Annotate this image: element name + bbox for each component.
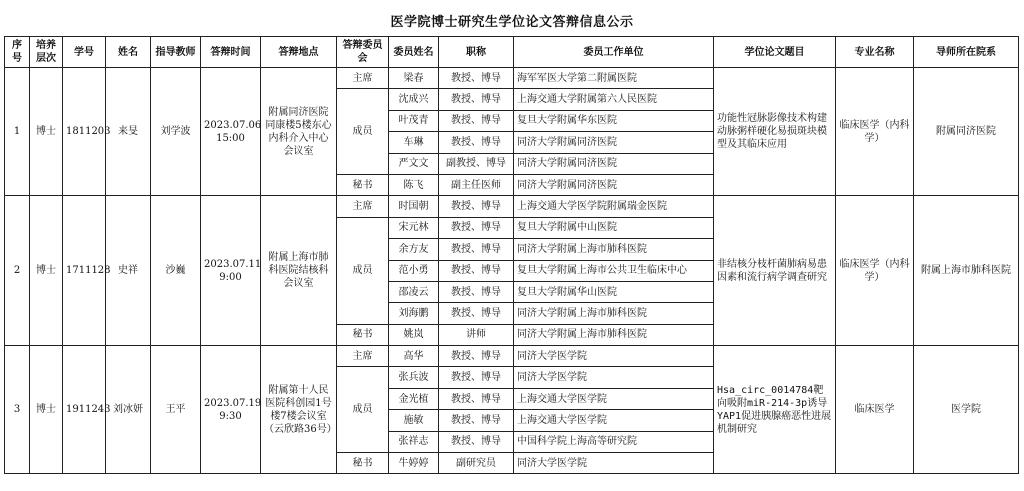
column-header: 答辩地点 <box>261 37 337 68</box>
member-name: 叶茂青 <box>389 110 439 131</box>
table-row <box>5 68 1019 89</box>
row-index: 2 <box>5 196 30 346</box>
member-unit: 海军军医大学第二附属医院 <box>514 68 714 89</box>
member-title: 教授、博导 <box>439 196 514 217</box>
member-unit: 同济大学附属同济医院 <box>514 132 714 153</box>
member-name: 邵凌云 <box>389 281 439 302</box>
member-title: 教授、博导 <box>439 110 514 131</box>
member-title: 教授、博导 <box>439 410 514 431</box>
column-header: 培养层次 <box>30 37 63 68</box>
student-name: 刘冰妍 <box>106 346 151 474</box>
major-name: 临床医学 <box>836 346 914 474</box>
committee-role: 主席 <box>337 346 389 367</box>
committee-role: 成员 <box>337 367 389 453</box>
student-name: 来旻 <box>106 68 151 196</box>
member-title: 教授、博导 <box>439 239 514 260</box>
member-unit: 上海交通大学医学院 <box>514 410 714 431</box>
member-name: 车琳 <box>389 132 439 153</box>
student-name: 史祥 <box>106 196 151 346</box>
member-name: 刘海鹏 <box>389 303 439 324</box>
member-title: 副主任医师 <box>439 174 514 195</box>
column-header: 委员工作单位 <box>514 37 714 68</box>
member-name: 范小勇 <box>389 260 439 281</box>
member-title: 教授、博导 <box>439 303 514 324</box>
member-unit: 复旦大学附属华山医院 <box>514 281 714 302</box>
committee-role: 秘书 <box>337 453 389 474</box>
member-name: 姚岚 <box>389 324 439 345</box>
defense-place: 附属上海市肺科医院结核科会议室 <box>261 196 337 346</box>
member-title: 教授、博导 <box>439 260 514 281</box>
member-title: 讲师 <box>439 324 514 345</box>
member-name: 严文文 <box>389 153 439 174</box>
defense-time: 2023.07.06 15:00 <box>201 68 261 196</box>
column-header: 学号 <box>63 37 106 68</box>
member-title: 教授、博导 <box>439 431 514 452</box>
student-id: 1911243 <box>63 346 106 474</box>
member-title: 教授、博导 <box>439 388 514 409</box>
member-unit: 上海交通大学医学院 <box>514 388 714 409</box>
member-name: 时国朝 <box>389 196 439 217</box>
advisor-name: 王平 <box>151 346 201 474</box>
column-header: 序号 <box>5 37 30 68</box>
advisor-department: 附属同济医院 <box>914 68 1019 196</box>
member-title: 教授、博导 <box>439 367 514 388</box>
committee-role: 主席 <box>337 68 389 89</box>
member-unit: 同济大学附属同济医院 <box>514 153 714 174</box>
defense-time: 2023.07.19 9:30 <box>201 346 261 474</box>
column-header: 委员姓名 <box>389 37 439 68</box>
member-unit: 上海交通大学医学院附属瑞金医院 <box>514 196 714 217</box>
column-header: 学位论文题目 <box>714 37 836 68</box>
member-unit: 同济大学附属上海市肺科医院 <box>514 239 714 260</box>
committee-role: 成员 <box>337 217 389 324</box>
training-level: 博士 <box>30 346 63 474</box>
member-unit: 同济大学医学院 <box>514 367 714 388</box>
member-title: 教授、博导 <box>439 217 514 238</box>
member-name: 牛婷婷 <box>389 453 439 474</box>
member-name: 梁春 <box>389 68 439 89</box>
defense-place: 附属同济医院同康楼5楼东心内科介入中心会议室 <box>261 68 337 196</box>
member-title: 教授、博导 <box>439 346 514 367</box>
advisor-department: 附属上海市肺科医院 <box>914 196 1019 346</box>
table-header-row <box>5 37 1019 68</box>
member-unit: 复旦大学附属中山医院 <box>514 217 714 238</box>
thesis-title: 功能性冠脉影像技术构建动脉粥样硬化易损斑块模型及其临床应用 <box>714 68 836 196</box>
training-level: 博士 <box>30 68 63 196</box>
member-title: 教授、博导 <box>439 132 514 153</box>
member-unit: 复旦大学附属华东医院 <box>514 110 714 131</box>
training-level: 博士 <box>30 196 63 346</box>
column-header: 指导教师 <box>151 37 201 68</box>
column-header: 职称 <box>439 37 514 68</box>
member-name: 沈成兴 <box>389 89 439 110</box>
defense-time: 2023.07.11 9:00 <box>201 196 261 346</box>
member-unit: 同济大学医学院 <box>514 453 714 474</box>
member-title: 副教授、博导 <box>439 153 514 174</box>
member-unit: 同济大学附属同济医院 <box>514 174 714 195</box>
student-id: 1711128 <box>63 196 106 346</box>
member-name: 宋元林 <box>389 217 439 238</box>
column-header: 答辩委员会 <box>337 37 389 68</box>
advisor-name: 刘学波 <box>151 68 201 196</box>
defense-place: 附属第十人民医院科创园1号楼7楼会议室（云欣路36号） <box>261 346 337 474</box>
member-name: 施敏 <box>389 410 439 431</box>
member-title: 教授、博导 <box>439 89 514 110</box>
member-name: 张祥志 <box>389 431 439 452</box>
row-index: 1 <box>5 68 30 196</box>
major-name: 临床医学（内科学） <box>836 196 914 346</box>
column-header: 导师所在院系 <box>914 37 1019 68</box>
student-id: 1811203 <box>63 68 106 196</box>
member-unit: 中国科学院上海高等研究院 <box>514 431 714 452</box>
member-unit: 同济大学附属上海市肺科医院 <box>514 324 714 345</box>
table-row <box>5 346 1019 367</box>
advisor-name: 沙巍 <box>151 196 201 346</box>
member-name: 陈飞 <box>389 174 439 195</box>
member-name: 张兵波 <box>389 367 439 388</box>
member-unit: 上海交通大学附属第六人民医院 <box>514 89 714 110</box>
column-header: 姓名 <box>106 37 151 68</box>
committee-role: 主席 <box>337 196 389 217</box>
column-header: 专业名称 <box>836 37 914 68</box>
member-unit: 同济大学医学院 <box>514 346 714 367</box>
row-index: 3 <box>5 346 30 474</box>
table-row <box>5 196 1019 217</box>
member-unit: 复旦大学附属上海市公共卫生临床中心 <box>514 260 714 281</box>
member-title: 教授、博导 <box>439 68 514 89</box>
thesis-title: Hsa_circ_0014784靶向吸附miR-214-3p诱导YAP1促进胰腺癌恶性进展机制研究 <box>714 346 836 474</box>
advisor-department: 医学院 <box>914 346 1019 474</box>
member-name: 高华 <box>389 346 439 367</box>
member-unit: 同济大学附属上海市肺科医院 <box>514 303 714 324</box>
column-header: 答辩时间 <box>201 37 261 68</box>
member-name: 余方友 <box>389 239 439 260</box>
member-title: 教授、博导 <box>439 281 514 302</box>
member-title: 副研究员 <box>439 453 514 474</box>
member-name: 金光植 <box>389 388 439 409</box>
major-name: 临床医学（内科学） <box>836 68 914 196</box>
defense-info-table <box>4 36 1019 474</box>
thesis-title: 非结核分枝杆菌肺病易患因素和流行病学调查研究 <box>714 196 836 346</box>
committee-role: 秘书 <box>337 174 389 195</box>
page-title: 医学院博士研究生学位论文答辩信息公示 <box>390 15 634 30</box>
committee-role: 成员 <box>337 89 389 175</box>
committee-role: 秘书 <box>337 324 389 345</box>
